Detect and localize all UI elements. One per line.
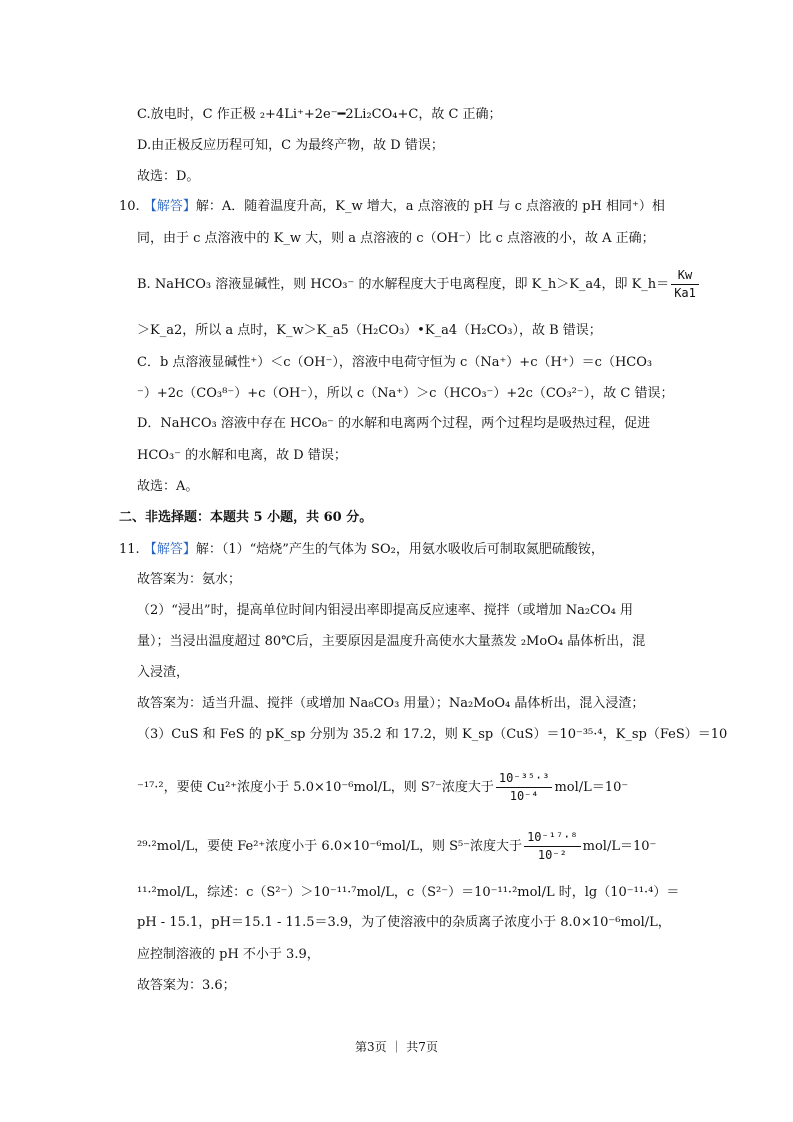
text-line: ¹¹·²mol/L，综述：c（S²⁻）＞10⁻¹¹·⁷mol/L，c（S²⁻）＝10⁻¹¹·²mol/L 时，lg（10⁻¹¹·⁴）＝ (137, 885, 680, 900)
fraction: $\frac{\text{10⁻¹⁷·⁸}}{\text{10⁻²}}$ (524, 830, 581, 863)
text-line: 量）；当浸出温度超过 80℃后，主要原因是温度升高使水大量蒸发 ₂MoO₄ 晶体析出，混 (137, 634, 646, 649)
answer-tag: 【解答】 (143, 199, 196, 214)
text-line: 解：A．随着温度升高，K_w 增大，a 点溶液的 pH 与 c 点溶液的 pH 相同⁺）相 (195, 199, 665, 214)
text-line: 故选：D。 (137, 169, 200, 184)
text-line: D．NaHCO₃ 溶液中存在 HCO₈⁻ 的水解和电离两个过程，两个过程均是吸热过程，促进 (137, 416, 651, 431)
text-line: HCO₃⁻ 的水解和电离，故 D 错误； (137, 448, 347, 463)
text-line: ＞K_a2，所以 a 点时，K_w＞K_a5（H₂CO₃）•K_a4（H₂CO₃），故 B 错误； (137, 323, 602, 338)
text-line: 故答案为：氨水； (137, 572, 242, 587)
text-line: D.由正极反应历程可知，C 为最终产物，故 D 错误； (137, 138, 444, 153)
text-line: 故选：A。 (137, 479, 199, 494)
fraction: $\frac{Kw}{Ka1}$ (671, 268, 699, 301)
question-10 (119, 197, 665, 217)
text-line: 故答案为：适当升温、搅拌（或增加 Na₈CO₃ 用量）；Na₂MoO₄ 晶体析出，混入浸渣； (137, 696, 645, 711)
text-line: B. NaHCO₃ 溶液显碱性，则 HCO₃⁻ 的水解程度大于电离程度，即 K_h＞K_a4，即 K_h＝ $\frac{Kw}{Ka1}$ (137, 268, 701, 301)
text-line: pH - 15.1，pH＝15.1 - 11.5＝3.9，为了使溶液中的杂质离子浓度小于 8.0×10⁻⁶mol/L， (137, 915, 671, 930)
text-line: 同，由于 c 点溶液中的 K_w 大，则 a 点溶液的 c（OH⁻）比 c 点溶液的小，故 A 正确； (137, 231, 655, 246)
text-line: ²⁹·²mol/L，要使 Fe²⁺浓度小于 6.0×10⁻⁶mol/L，则 S⁵⁻浓度大于 $\frac{\text{10⁻¹⁷·⁸}}{\text{10⁻²}}$ mol/L＝10⁻ (137, 830, 657, 862)
text-line: 入浸渣， (137, 665, 190, 680)
text-line: 解：（1）“焙烧”产生的气体为 SO₂，用氨水吸收后可制取氮肥硫酸铵， (195, 542, 604, 557)
question-number: 10. (119, 199, 140, 214)
question-11 (119, 540, 604, 560)
text-line: （3）CuS 和 FeS 的 pK_sp 分别为 35.2 和 17.2，则 K_sp（CuS）＝10⁻³⁵·⁴，K_sp（FeS）＝10 (137, 727, 728, 742)
text-line: 故答案为：3.6； (137, 978, 236, 993)
section-heading: 二、非选择题：本题共 5 小题，共 60 分。 (119, 510, 373, 525)
text-line: （2）“浸出”时，提高单位时间内钼浸出率即提高反应速率、搅拌（或增加 Na₂CO₄ 用 (137, 603, 633, 618)
question-number: 11. (119, 542, 140, 557)
text-line: ⁻）+2c（CO₃⁸⁻）+c（OH⁻），所以 c（Na⁺）＞c（HCO₃⁻）+2c（CO₃²⁻），故 C 错误； (137, 386, 674, 401)
answer-tag: 【解答】 (143, 542, 196, 557)
fraction: $\frac{\text{10⁻³⁵·³}}{\text{10⁻⁴}}$ (496, 771, 553, 804)
page-footer: 第3页 ｜ 共7页 (355, 1040, 438, 1054)
text-line: 应控制溶液的 pH 不小于 3.9， (137, 947, 320, 962)
text-line: C.放电时，C 作正极 ₂+4Li⁺+2e⁻━2Li₂CO₄+C，故 C 正确； (137, 107, 502, 122)
text-line: C．b 点溶液显碱性⁺）＜c（OH⁻），溶液中电荷守恒为 c（Na⁺）+c（H⁺）＝c（HCO₃ (137, 355, 653, 370)
text-line: ⁻¹⁷·²，要使 Cu²⁺浓度小于 5.0×10⁻⁶mol/L，则 S⁷⁻浓度大于 $\frac{\text{10⁻³⁵·³}}{\text{10⁻⁴}}$ mol/L＝10⁻ (137, 771, 629, 803)
